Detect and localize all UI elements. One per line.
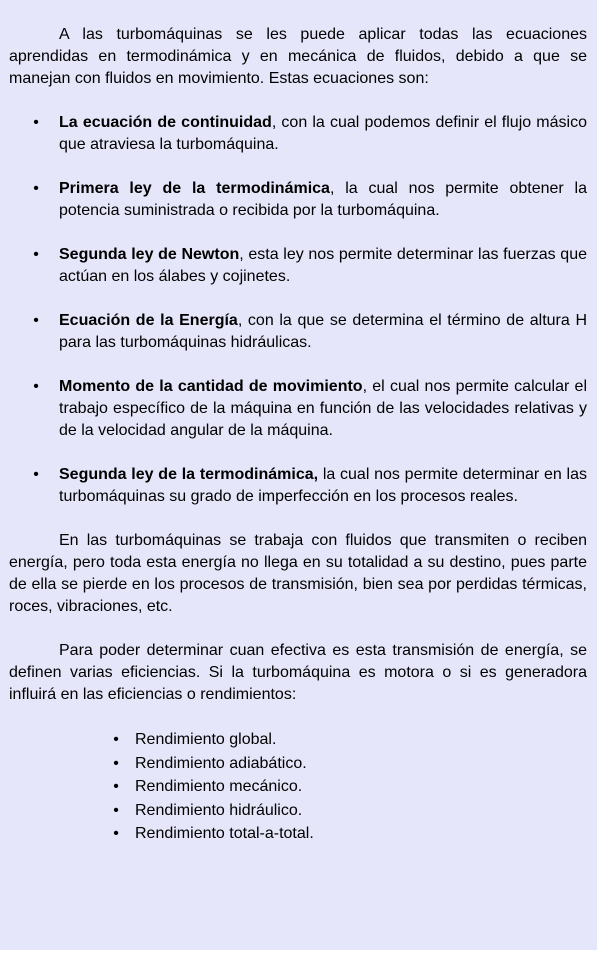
equation-term: Momento de la cantidad de movimiento xyxy=(59,378,363,395)
bullet-icon: • xyxy=(113,801,119,819)
efficiencies-paragraph: Para poder determinar cuan efectiva es esta transmisión de energía, se definen varias eficiencias. Si la turbomáquina es motora o si es generadora influirá en las eficiencias o rendimientos: xyxy=(9,642,587,703)
bullet-icon: • xyxy=(33,114,39,131)
efficiency-item-adiabatic xyxy=(9,752,587,776)
efficiency-item-mechanical xyxy=(9,775,587,799)
spacer xyxy=(9,508,587,530)
equation-item-continuity xyxy=(9,112,587,156)
bullet-icon: • xyxy=(113,825,119,842)
equations-list xyxy=(9,112,587,508)
equation-description: , la cual nos permite obtener la potencia suministrada o recibida por la turbomáquina. xyxy=(59,180,587,219)
efficiency-item-hydraulic xyxy=(9,799,587,823)
efficiency-label: Rendimiento mecánico. xyxy=(135,778,303,795)
equation-item-momentum xyxy=(9,376,587,442)
efficiency-label: Rendimiento total-a-total. xyxy=(135,825,314,842)
equation-item-first-law xyxy=(9,178,587,222)
equation-description: la cual nos permite determinar en las turbomáquinas su grado de imperfección en los procesos reales. xyxy=(59,466,588,505)
bullet-icon: • xyxy=(33,246,39,263)
spacer xyxy=(9,618,587,640)
efficiency-label: Rendimiento global. xyxy=(135,731,277,748)
equation-item-second-law xyxy=(9,464,587,508)
equation-term: Ecuación de la Energía xyxy=(59,312,238,329)
energy-transmission-paragraph: En las turbomáquinas se trabaja con fluidos que transmiten o reciben energía, pero toda esta energía no llega en su totalidad a su destino, pues parte de ella se pierde en los procesos de transmisión, bien sea por perdidas térmicas, roces, vibraciones, etc. xyxy=(9,532,587,615)
bullet-icon: • xyxy=(113,754,119,772)
intro-paragraph: A las turbomáquinas se les puede aplicar todas las ecuaciones aprendidas en termodinámica y en mecánica de fluidos, debido a que se manejan con fluidos en movimiento. Estas ecuaciones son: xyxy=(9,26,587,87)
efficiency-item-total xyxy=(9,822,587,846)
efficiency-item-global xyxy=(9,728,587,752)
equation-description: , con la cual podemos definir el flujo másico que atraviesa la turbomáquina. xyxy=(59,114,587,153)
equation-description: , esta ley nos permite determinar las fuerzas que actúan en los álabes y cojinetes. xyxy=(59,246,587,285)
bullet-icon: • xyxy=(33,466,39,483)
bullet-icon: • xyxy=(33,378,39,395)
equation-item-energy xyxy=(9,310,587,354)
spacer xyxy=(9,90,587,112)
equation-description: , el cual nos permite calcular el trabajo específico de la máquina en función de las velocidades relativas y de la velocidad angular de la máquina. xyxy=(59,378,588,439)
equation-term: Primera ley de la termodinámica xyxy=(59,180,330,197)
efficiencies-list xyxy=(9,728,587,846)
equation-term: Segunda ley de Newton xyxy=(59,246,240,263)
equation-term: Segunda ley de la termodinámica, xyxy=(59,466,319,483)
bullet-icon: • xyxy=(33,312,39,329)
spacer xyxy=(9,706,587,728)
efficiency-label: Rendimiento hidráulico. xyxy=(135,801,303,819)
equation-term: La ecuación de continuidad xyxy=(59,114,272,131)
efficiency-label: Rendimiento adiabático. xyxy=(135,754,307,772)
bullet-icon: • xyxy=(113,731,119,748)
bullet-icon: • xyxy=(33,180,39,197)
equation-item-newton xyxy=(9,244,587,288)
equation-description: , con la que se determina el término de altura H para las turbomáquinas hidráulicas. xyxy=(59,312,587,351)
bullet-icon: • xyxy=(113,778,119,795)
